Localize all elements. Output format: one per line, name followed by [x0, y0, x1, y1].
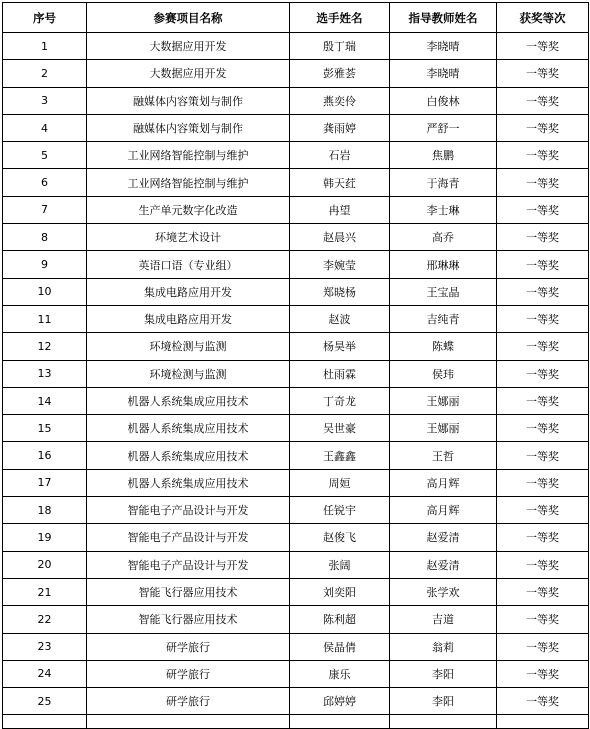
table-row	[3, 278, 589, 305]
cell-teacher: 白俊林	[390, 87, 497, 114]
cell-teacher: 赵爱清	[390, 524, 497, 551]
cell-project: 生产单元数字化改造	[87, 196, 290, 223]
cell-award: 一等奖	[497, 606, 589, 633]
cell-no: 14	[3, 387, 87, 414]
cell-student: 张阔	[290, 551, 390, 578]
table-row	[3, 305, 589, 332]
cell-award: 一等奖	[497, 142, 589, 169]
cell-award: 一等奖	[497, 360, 589, 387]
table-row	[3, 33, 589, 60]
table-row	[3, 387, 589, 414]
cell-student: 冉望	[290, 196, 390, 223]
table-row	[3, 87, 589, 114]
cell-teacher: 焦鹏	[390, 142, 497, 169]
header-row	[3, 3, 589, 33]
cell-project: 智能飞行器应用技术	[87, 578, 290, 605]
cell-project: 融媒体内容策划与制作	[87, 87, 290, 114]
cell-teacher: 严舒一	[390, 114, 497, 141]
cell-award: 一等奖	[497, 469, 589, 496]
cell-project: 智能电子产品设计与开发	[87, 524, 290, 551]
cell-student: 康乐	[290, 660, 390, 687]
cell-project: 机器人系统集成应用技术	[87, 469, 290, 496]
award-table	[2, 2, 589, 729]
table-row	[3, 114, 589, 141]
cell-student: 赵波	[290, 305, 390, 332]
cell-no: 2	[3, 60, 87, 87]
cell-student: 刘奕阳	[290, 578, 390, 605]
table-row	[3, 633, 589, 660]
cell-project: 环境检测与监测	[87, 360, 290, 387]
cell-teacher: 李晓晴	[390, 60, 497, 87]
cell-project: 环境检测与监测	[87, 333, 290, 360]
cell-no: 5	[3, 142, 87, 169]
cell-award: 一等奖	[497, 387, 589, 414]
cell-award: 一等奖	[497, 114, 589, 141]
table-row	[3, 497, 589, 524]
cell-student: 王鑫鑫	[290, 442, 390, 469]
cell-project: 英语口语（专业组）	[87, 251, 290, 278]
cell-teacher: 高月辉	[390, 497, 497, 524]
cell-project: 大数据应用开发	[87, 60, 290, 87]
cell-student: 龚雨婷	[290, 114, 390, 141]
cell-student: 彭雅荟	[290, 60, 390, 87]
cell-project: 融媒体内容策划与制作	[87, 114, 290, 141]
cell-no: 9	[3, 251, 87, 278]
cell-student: 任锐宇	[290, 497, 390, 524]
cell-no: 23	[3, 633, 87, 660]
cell-teacher: 李阳	[390, 688, 497, 715]
cell-teacher: 王宝晶	[390, 278, 497, 305]
cell-project: 智能电子产品设计与开发	[87, 551, 290, 578]
table-row	[3, 442, 589, 469]
cell-award: 一等奖	[497, 224, 589, 251]
cell-student: 郑晓杨	[290, 278, 390, 305]
header-project: 参赛项目名称	[87, 3, 290, 33]
cell-student: 吴世豪	[290, 415, 390, 442]
cell-student: 侯晶倩	[290, 633, 390, 660]
table-body	[3, 33, 589, 729]
table-row	[3, 251, 589, 278]
cell-no: 18	[3, 497, 87, 524]
cell-no: 4	[3, 114, 87, 141]
cell-teacher: 李士琳	[390, 196, 497, 223]
cell-award: 一等奖	[497, 660, 589, 687]
header-award: 获奖等次	[497, 3, 589, 33]
cell-no: 21	[3, 578, 87, 605]
cell-no: 25	[3, 688, 87, 715]
cell-award: 一等奖	[497, 688, 589, 715]
cell-project: 机器人系统集成应用技术	[87, 415, 290, 442]
table-row	[3, 142, 589, 169]
cell-project: 研学旅行	[87, 660, 290, 687]
cell-teacher: 吉纯青	[390, 305, 497, 332]
cell-no: 12	[3, 333, 87, 360]
table-row	[3, 169, 589, 196]
cell-no: 3	[3, 87, 87, 114]
cell-project: 工业网络智能控制与维护	[87, 169, 290, 196]
cell-no: 24	[3, 660, 87, 687]
cell-project: 集成电路应用开发	[87, 278, 290, 305]
cell-teacher: 李晓晴	[390, 33, 497, 60]
cell-no: 17	[3, 469, 87, 496]
cell-no: 11	[3, 305, 87, 332]
cell-student: 燕奕伶	[290, 87, 390, 114]
cell-award: 一等奖	[497, 633, 589, 660]
cell-award: 一等奖	[497, 305, 589, 332]
cell-project: 机器人系统集成应用技术	[87, 387, 290, 414]
cell-award: 一等奖	[497, 442, 589, 469]
cell-no: 13	[3, 360, 87, 387]
cell-teacher: 翁莉	[390, 633, 497, 660]
cell-no: 10	[3, 278, 87, 305]
cell-project: 研学旅行	[87, 688, 290, 715]
table-row	[3, 551, 589, 578]
table-row	[3, 578, 589, 605]
cell-no: 1	[3, 33, 87, 60]
cell-teacher: 高月辉	[390, 469, 497, 496]
cell-award: 一等奖	[497, 33, 589, 60]
cell-student: 杨昊举	[290, 333, 390, 360]
header-teacher: 指导教师姓名	[390, 3, 497, 33]
cell-project: 智能飞行器应用技术	[87, 606, 290, 633]
cell-student: 杜雨霖	[290, 360, 390, 387]
cell-project: 集成电路应用开发	[87, 305, 290, 332]
table-row	[3, 415, 589, 442]
cell-teacher: 李阳	[390, 660, 497, 687]
table-row	[3, 224, 589, 251]
cell-student: 赵晨兴	[290, 224, 390, 251]
cell-award: 一等奖	[497, 497, 589, 524]
cell-no: 6	[3, 169, 87, 196]
cell-teacher: 邢琳琳	[390, 251, 497, 278]
cell-project: 工业网络智能控制与维护	[87, 142, 290, 169]
cell-award: 一等奖	[497, 524, 589, 551]
cell-award: 一等奖	[497, 60, 589, 87]
table-row	[3, 469, 589, 496]
cell-no: 16	[3, 442, 87, 469]
cell-no: 15	[3, 415, 87, 442]
cell-teacher: 高乔	[390, 224, 497, 251]
cell-no: 22	[3, 606, 87, 633]
cell-project: 智能电子产品设计与开发	[87, 497, 290, 524]
cell-award: 一等奖	[497, 415, 589, 442]
cell-no: 8	[3, 224, 87, 251]
cell-no: 20	[3, 551, 87, 578]
header-student: 选手姓名	[290, 3, 390, 33]
header-no: 序号	[3, 3, 87, 33]
cell-no: 19	[3, 524, 87, 551]
table-row	[3, 660, 589, 687]
cell-student: 周姮	[290, 469, 390, 496]
cell-award: 一等奖	[497, 251, 589, 278]
cell-no: 7	[3, 196, 87, 223]
cell-student: 殷丁瑞	[290, 33, 390, 60]
table-row	[3, 524, 589, 551]
cell-student: 邱婷婷	[290, 688, 390, 715]
cell-award: 一等奖	[497, 551, 589, 578]
cell-award: 一等奖	[497, 333, 589, 360]
cell-teacher: 陈蝶	[390, 333, 497, 360]
table-row	[3, 688, 589, 715]
cell-project: 研学旅行	[87, 633, 290, 660]
table-row	[3, 196, 589, 223]
cell-teacher: 王哲	[390, 442, 497, 469]
cell-teacher: 王娜丽	[390, 415, 497, 442]
table-row	[3, 606, 589, 633]
table-row	[3, 60, 589, 87]
cell-student: 赵俊飞	[290, 524, 390, 551]
table-row	[3, 360, 589, 387]
cell-award: 一等奖	[497, 87, 589, 114]
cell-teacher: 王娜丽	[390, 387, 497, 414]
cell-teacher: 赵爱清	[390, 551, 497, 578]
cell-award: 一等奖	[497, 169, 589, 196]
cell-student: 韩天荭	[290, 169, 390, 196]
cell-award: 一等奖	[497, 578, 589, 605]
cell-student: 石岩	[290, 142, 390, 169]
cell-teacher: 于海青	[390, 169, 497, 196]
cell-student: 陈利超	[290, 606, 390, 633]
cell-student: 李婉莹	[290, 251, 390, 278]
cell-teacher: 侯玮	[390, 360, 497, 387]
cell-award: 一等奖	[497, 196, 589, 223]
table-row	[3, 333, 589, 360]
cell-project: 大数据应用开发	[87, 33, 290, 60]
cell-project: 机器人系统集成应用技术	[87, 442, 290, 469]
cell-award: 一等奖	[497, 278, 589, 305]
cell-student: 丁奇龙	[290, 387, 390, 414]
cell-teacher: 吉道	[390, 606, 497, 633]
cell-project: 环境艺术设计	[87, 224, 290, 251]
cell-teacher: 张学欢	[390, 578, 497, 605]
